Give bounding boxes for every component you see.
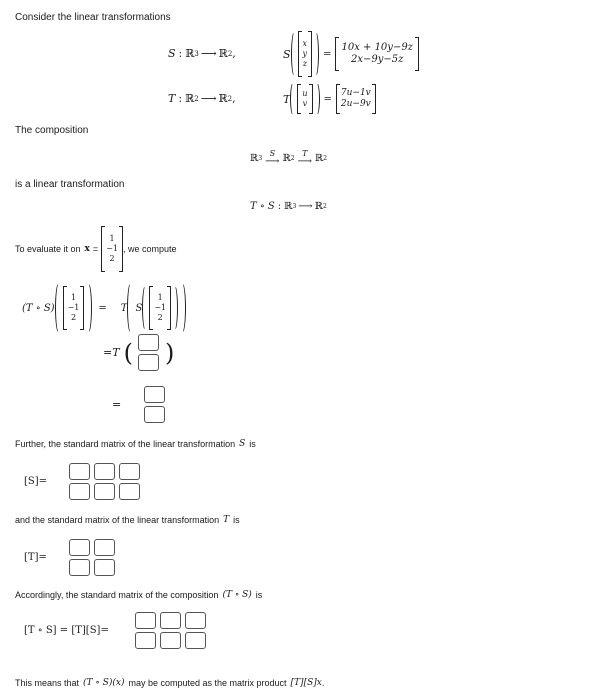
ts-matrix-cell-11[interactable] [135,612,156,629]
calc-line-1: (T ∘ S) 1 −1 2 = T S 1 −1 2 [22,282,186,334]
and-text: and the standard matrix of the linear transformation T is [15,515,240,525]
s-matrix-cell-12[interactable] [94,463,115,480]
ts-matrix-cell-13[interactable] [185,612,206,629]
s-output-vector: 10x + 10y−9z 2x−9y−5z [335,37,418,71]
s-matrix-inputs [68,462,141,501]
ts-matrix-cell-21[interactable] [135,632,156,649]
composition-label: The composition [15,125,89,136]
answer-box-ts-x-1[interactable] [144,386,165,403]
t-matrix-cell-12[interactable] [94,539,115,556]
t-matrix-cell-22[interactable] [94,559,115,576]
ts-matrix-label: [T ∘ S] = [T][S]= [24,625,109,636]
composition-chain: ℝ 3 S ⟶ ℝ 2 T ⟶ ℝ 2 [250,149,328,168]
intro-text: Consider the linear transformations [15,12,171,23]
s-matrix-cell-23[interactable] [119,483,140,500]
ts-matrix-inputs [134,611,207,650]
s-matrix-cell-11[interactable] [69,463,90,480]
linear-label: is a linear transformation [15,179,125,190]
t-matrix-inputs [68,538,116,577]
t-input-vector: u v [297,84,312,114]
further-text: Further, the standard matrix of the linear transformation S is [15,439,256,449]
x-vector: 1 −1 2 [101,226,123,272]
s-matrix-row [24,462,141,501]
final-text: This means that (T ∘ S)(x) may be computed as the matrix product [T][S]x . [15,678,325,688]
s-input-vector: x y z [298,31,313,77]
calc-line-2: =T ( ) [103,333,174,372]
evaluate-line: To evaluate it on x = 1 −1 2 , we compute [15,226,177,272]
answer-box-s-x-2[interactable] [138,354,159,371]
t-matrix-row [24,538,116,577]
ts-matrix-cell-12[interactable] [160,612,181,629]
accordingly-text: Accordingly, the standard matrix of the composition (T ∘ S) is [15,590,263,600]
composition-map: T ∘ S : ℝ 3 ⟶ ℝ 2 [250,201,327,212]
s-matrix-cell-13[interactable] [119,463,140,480]
ts-matrix-cell-23[interactable] [185,632,206,649]
s-matrix-cell-21[interactable] [69,483,90,500]
t-matrix-cell-11[interactable] [69,539,90,556]
s-matrix-label: [S]= [24,476,48,487]
s-mapping: S : ℝ 3 ⟶ ℝ 2 , [168,47,236,60]
t-definition: T u v = 7u−1v 2u−9v [283,82,376,116]
ts-matrix-row [24,611,207,650]
answer-box-s-x-1[interactable] [138,334,159,351]
calc-line-3: = [112,385,166,424]
t-matrix-cell-21[interactable] [69,559,90,576]
s-matrix-cell-22[interactable] [94,483,115,500]
ts-matrix-cell-22[interactable] [160,632,181,649]
t-mapping: T : ℝ 2 ⟶ ℝ 2 , [168,92,236,105]
t-matrix-label: [T]= [24,552,47,563]
s-definition: S x y z = 10x + 10y−9z 2x−9y−5z [283,31,419,77]
answer-box-ts-x-2[interactable] [144,406,165,423]
t-output-vector: 7u−1v 2u−9v [336,84,376,114]
